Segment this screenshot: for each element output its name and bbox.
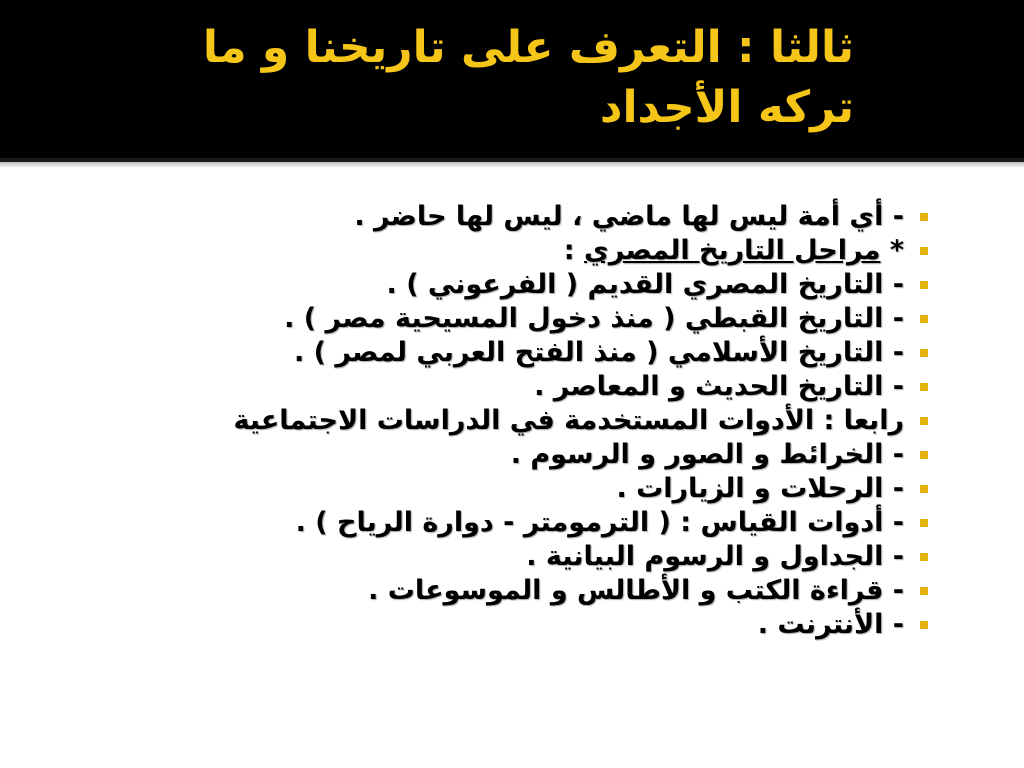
bullet-text: رابعا : الأدوات المستخدمة في الدراسات الاجتماعية (233, 405, 904, 436)
bullet-square-icon (920, 519, 928, 527)
bullet-suffix: : (563, 235, 584, 266)
bullet-item (60, 608, 960, 642)
bullet-item (60, 472, 960, 506)
bullet-item (60, 506, 960, 540)
bullet-item (60, 302, 960, 336)
bullet-text: - الأنترنت . (757, 609, 904, 640)
slide-title-line: تركه الأجداد (599, 82, 854, 133)
bullet-prefix: * (880, 235, 904, 266)
bullet-list (60, 200, 960, 642)
bullet-item (60, 540, 960, 574)
bullet-item (60, 438, 960, 472)
bullet-item (60, 404, 960, 438)
bullet-text: - التاريخ المصري القديم ( الفرعوني ) . (386, 269, 904, 300)
slide-body (60, 200, 960, 642)
bullet-square-icon (920, 213, 928, 221)
bullet-item (60, 336, 960, 370)
bullet-square-icon (920, 587, 928, 595)
bullet-text: - التاريخ القبطي ( منذ دخول المسيحية مصر ) . (284, 303, 904, 334)
bullet-square-icon (920, 247, 928, 255)
bullet-square-icon (920, 451, 928, 459)
bullet-square-icon (920, 417, 928, 425)
bullet-square-icon (920, 315, 928, 323)
bullet-square-icon (920, 553, 928, 561)
bullet-text: - الجداول و الرسوم البيانية . (526, 541, 904, 572)
bullet-text: - قراءة الكتب و الأطالس و الموسوعات . (368, 575, 904, 606)
bullet-item (60, 268, 960, 302)
bullet-text: - الخرائط و الصور و الرسوم . (510, 439, 904, 470)
bullet-item (60, 200, 960, 234)
bullet-text: - الرحلات و الزيارات . (616, 473, 904, 504)
bullet-square-icon (920, 383, 928, 391)
bullet-square-icon (920, 621, 928, 629)
bullet-text: - أي أمة ليس لها ماضي ، ليس لها حاضر . (354, 201, 904, 232)
bullet-text: - التاريخ الأسلامي ( منذ الفتح العربي لمصر ) . (293, 337, 904, 368)
bullet-square-icon (920, 281, 928, 289)
slide-title-line: ثالثا : التعرف على تاريخنا و ما (202, 22, 854, 73)
bullet-text: - أدوات القياس : ( الترمومتر - دوارة الرياح ) . (295, 507, 904, 538)
title-divider-shadow (0, 162, 1024, 168)
bullet-item (60, 370, 960, 404)
bullet-item (60, 574, 960, 608)
bullet-square-icon (920, 349, 928, 357)
bullet-square-icon (920, 485, 928, 493)
slide-title (54, 18, 854, 138)
title-bar (0, 0, 1024, 158)
bullet-item (60, 234, 960, 268)
bullet-text: - التاريخ الحديث و المعاصر . (534, 371, 904, 402)
bullet-heading: مراحل التاريخ المصري (584, 235, 881, 266)
